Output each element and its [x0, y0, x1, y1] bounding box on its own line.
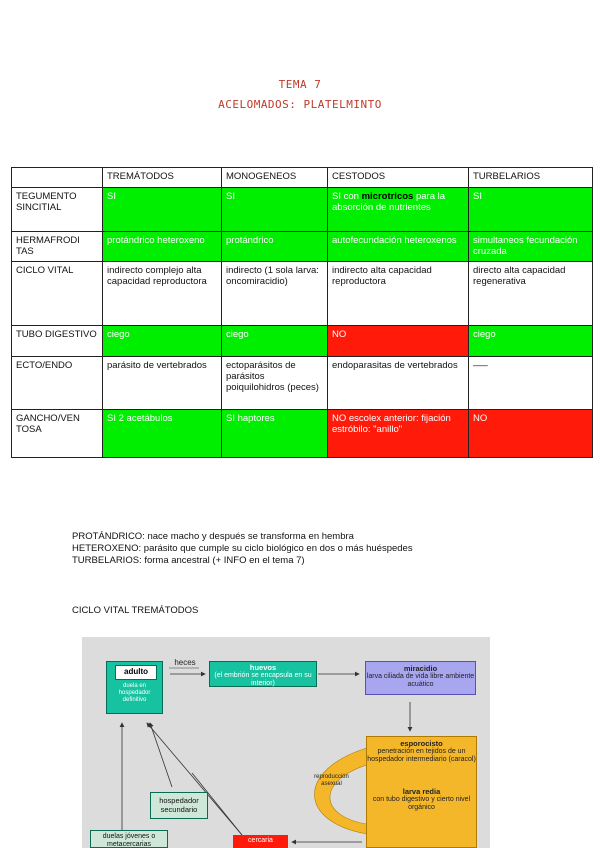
table-cell: ectoparásitos de parásitos poiquilohidros (peces) [222, 357, 328, 410]
column-header: TREMÁTODOS [103, 168, 222, 188]
heces-label: heces [174, 658, 196, 667]
hospedador-secundario-box: hospedador secundario [150, 792, 208, 819]
table-cell: protándrico heteroxeno [103, 232, 222, 262]
topic-number: TEMA 7 [278, 78, 322, 91]
table-header-row [12, 168, 593, 188]
table-row [12, 357, 593, 410]
life-cycle-diagram [82, 637, 490, 848]
header-corner [12, 168, 103, 188]
huevos-label: huevos [249, 663, 277, 672]
note-protandrico: PROTÁNDRICO: nace macho y después se transforma en hembra [72, 531, 354, 542]
table-cell: SI [222, 188, 328, 232]
larva-redia-label: larva redia [402, 787, 441, 796]
esporocisto-box [366, 736, 477, 848]
note-turbelarios: TURBELARIOS: forma ancestral (+ INFO en el tema 7) [72, 555, 305, 566]
table-cell: NO escolex anterior: fijación estróbilo: "anillo" [328, 410, 469, 458]
row-label: TEGUMENTO SINCITIAL [12, 188, 103, 232]
column-header: MONOGENEOS [222, 168, 328, 188]
comparison-table [11, 167, 593, 458]
larva-redia-sub: con tubo digestivo y cierto nivel orgánico [372, 796, 471, 811]
table-cell: simultaneos fecundación cruzada [469, 232, 593, 262]
cycle-title: CICLO VITAL TREMÁTODOS [72, 605, 199, 616]
esporocisto-label: esporocisto [400, 739, 443, 748]
table-cell: NO [328, 326, 469, 357]
table-cell: indirecto alta capacidad reproductora [328, 262, 469, 326]
table-cell: autofecundación heteroxenos [328, 232, 469, 262]
row-label: CICLO VITAL [12, 262, 103, 326]
table-cell: ciego [469, 326, 593, 357]
column-header: CESTODOS [328, 168, 469, 188]
row-label: HERMAFRODI TAS [12, 232, 103, 262]
table-cell: —– [469, 357, 593, 410]
reproduccion-label: reproducción asexual [314, 774, 349, 787]
table-row [12, 410, 593, 458]
huevos-box [209, 661, 317, 687]
cell-bold-text: microtricos [361, 191, 414, 202]
table-cell [328, 188, 469, 232]
table-row [12, 262, 593, 326]
adulto-box [106, 661, 163, 714]
table-cell: parásito de vertebrados [103, 357, 222, 410]
miracidio-label: miracidio [403, 664, 438, 673]
table-row [12, 188, 593, 232]
huevos-sub: (el embrión se encapsula en su interior) [214, 672, 312, 687]
note-heteroxeno: HETEROXENO: parásito que cumple su ciclo biológico en dos o más huéspedes [72, 543, 413, 554]
topic-title: ACELOMADOS: PLATELMINTO [218, 98, 382, 111]
miracidio-box [365, 661, 476, 695]
miracidio-sub: larva ciliada de vida libre ambiente acuático [366, 673, 475, 688]
arrow-hospedador-adulto [150, 723, 172, 787]
table-cell: ciego [222, 326, 328, 357]
table-cell: SI [103, 188, 222, 232]
row-label: ECTO/ENDO [12, 357, 103, 410]
table-cell: directo alta capacidad regenerativa [469, 262, 593, 326]
table-cell: indirecto (1 sola larva: oncomiracidio) [222, 262, 328, 326]
table-cell: endoparasitas de vertebrados [328, 357, 469, 410]
table-cell: ciego [103, 326, 222, 357]
adulto-sub: duela en hospedador definitivo [118, 683, 151, 703]
table-cell: NO [469, 410, 593, 458]
table-cell: SI haptores [222, 410, 328, 458]
duelas-box: duelas jóvenes o metacercarias [90, 830, 168, 848]
row-label: TUBO DIGESTIVO [12, 326, 103, 357]
row-label: GANCHO/VEN TOSA [12, 410, 103, 458]
table-cell: protándrico [222, 232, 328, 262]
table-cell: SI 2 acetábulos [103, 410, 222, 458]
table-row [12, 232, 593, 262]
cell-text: SI con [332, 191, 362, 202]
table-cell: indirecto complejo alta capacidad reproductora [103, 262, 222, 326]
adulto-label: adulto [115, 665, 157, 680]
column-header: TURBELARIOS [469, 168, 593, 188]
esporocisto-sub: penetración en tejidos de un hospedador intermediario (caracol) [367, 748, 476, 763]
cell-text: para la absorción de nutrientes [332, 191, 446, 213]
cercaria-box: cercaria [233, 835, 288, 848]
table-row [12, 326, 593, 357]
table-cell: SI [469, 188, 593, 232]
